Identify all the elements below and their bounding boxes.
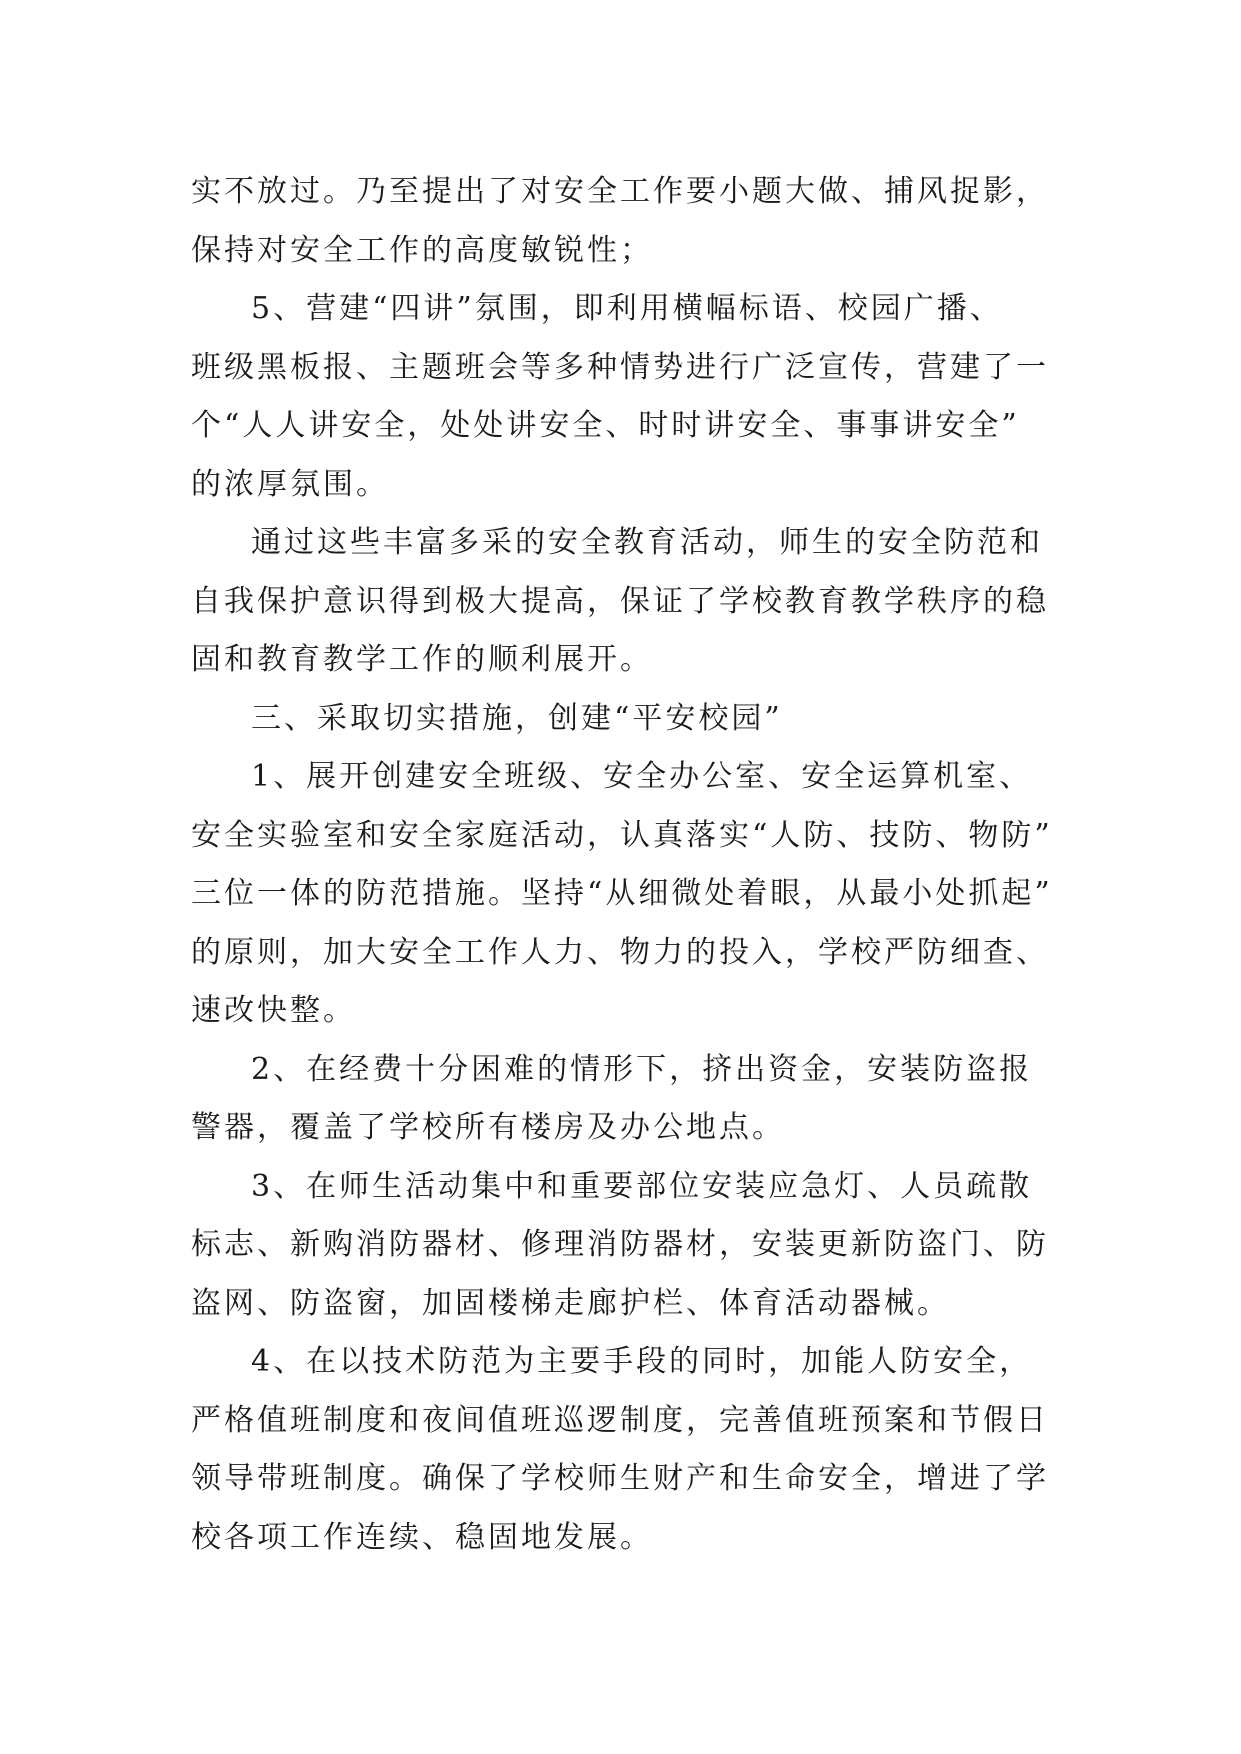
text-line: 盗网、防盗窗，加固楼梯走廊护栏、体育活动器械。 [191, 1285, 950, 1321]
document-body [191, 163, 1071, 1567]
text-line: 的原则，加大安全工作人力、物力的投入，学校严防细查、 [191, 934, 1049, 970]
text-line: 保持对安全工作的高度敏锐性； [191, 232, 653, 268]
text-line: 通过这些丰富多采的安全教育活动，师生的安全防范和 [251, 525, 1043, 560]
text-line: 实不放过。乃至提出了对安全工作要小题大做、捕风捉影， [191, 174, 1049, 209]
text-line: 三位一体的防范措施。坚持“从细微处着眼，从最小处抓起” [191, 876, 1053, 911]
text-line: 校各项工作连续、稳固地发展。 [191, 1519, 653, 1555]
text-line: 3、在师生活动集中和重要部位安装应急灯、人员疏散 [251, 1168, 1033, 1204]
paragraph [191, 514, 1071, 690]
paragraph [191, 1333, 1071, 1567]
text-line: 速改快整。 [191, 993, 356, 1028]
text-line: 4、在以技术防范为主要手段的同时，加能人防安全， [251, 1344, 1033, 1379]
text-line: 警器，覆盖了学校所有楼房及办公地点。 [191, 1110, 785, 1145]
text-line: 个“人人讲安全，处处讲安全、时时讲安全、事事讲安全” [191, 408, 1020, 443]
paragraph [191, 1041, 1071, 1158]
paragraph [191, 163, 1071, 280]
text-line: 三、采取切实措施，创建“平安校园” [251, 700, 783, 736]
text-line: 自我保护意识得到极大提高，保证了学校教育教学秩序的稳 [191, 583, 1049, 619]
text-line: 班级黑板报、主题班会等多种情势进行广泛宣传，营建了一 [191, 349, 1049, 385]
text-line: 固和教育教学工作的顺利展开。 [191, 642, 653, 677]
paragraph [191, 1158, 1071, 1334]
paragraph [191, 690, 1071, 749]
text-line: 严格值班制度和夜间值班巡逻制度，完善值班预案和节假日 [191, 1402, 1049, 1438]
paragraph [191, 280, 1071, 514]
text-line: 领导带班制度。确保了学校师生财产和生命安全，增进了学 [191, 1461, 1049, 1496]
text-line: 安全实验室和安全家庭活动，认真落实“人防、技防、物防” [191, 817, 1053, 853]
text-line: 标志、新购消防器材、修理消防器材，安装更新防盗门、防 [191, 1227, 1049, 1262]
paragraph [191, 748, 1071, 1041]
text-line: 2、在经费十分困难的情形下，挤出资金，安装防盗报 [251, 1051, 1033, 1087]
text-line: 的浓厚氛围。 [191, 466, 389, 502]
text-line: 1、展开创建安全班级、安全办公室、安全运算机室、 [251, 759, 1033, 794]
text-line: 5、营建“四讲”氛围，即利用横幅标语、校园广播、 [251, 291, 1003, 326]
